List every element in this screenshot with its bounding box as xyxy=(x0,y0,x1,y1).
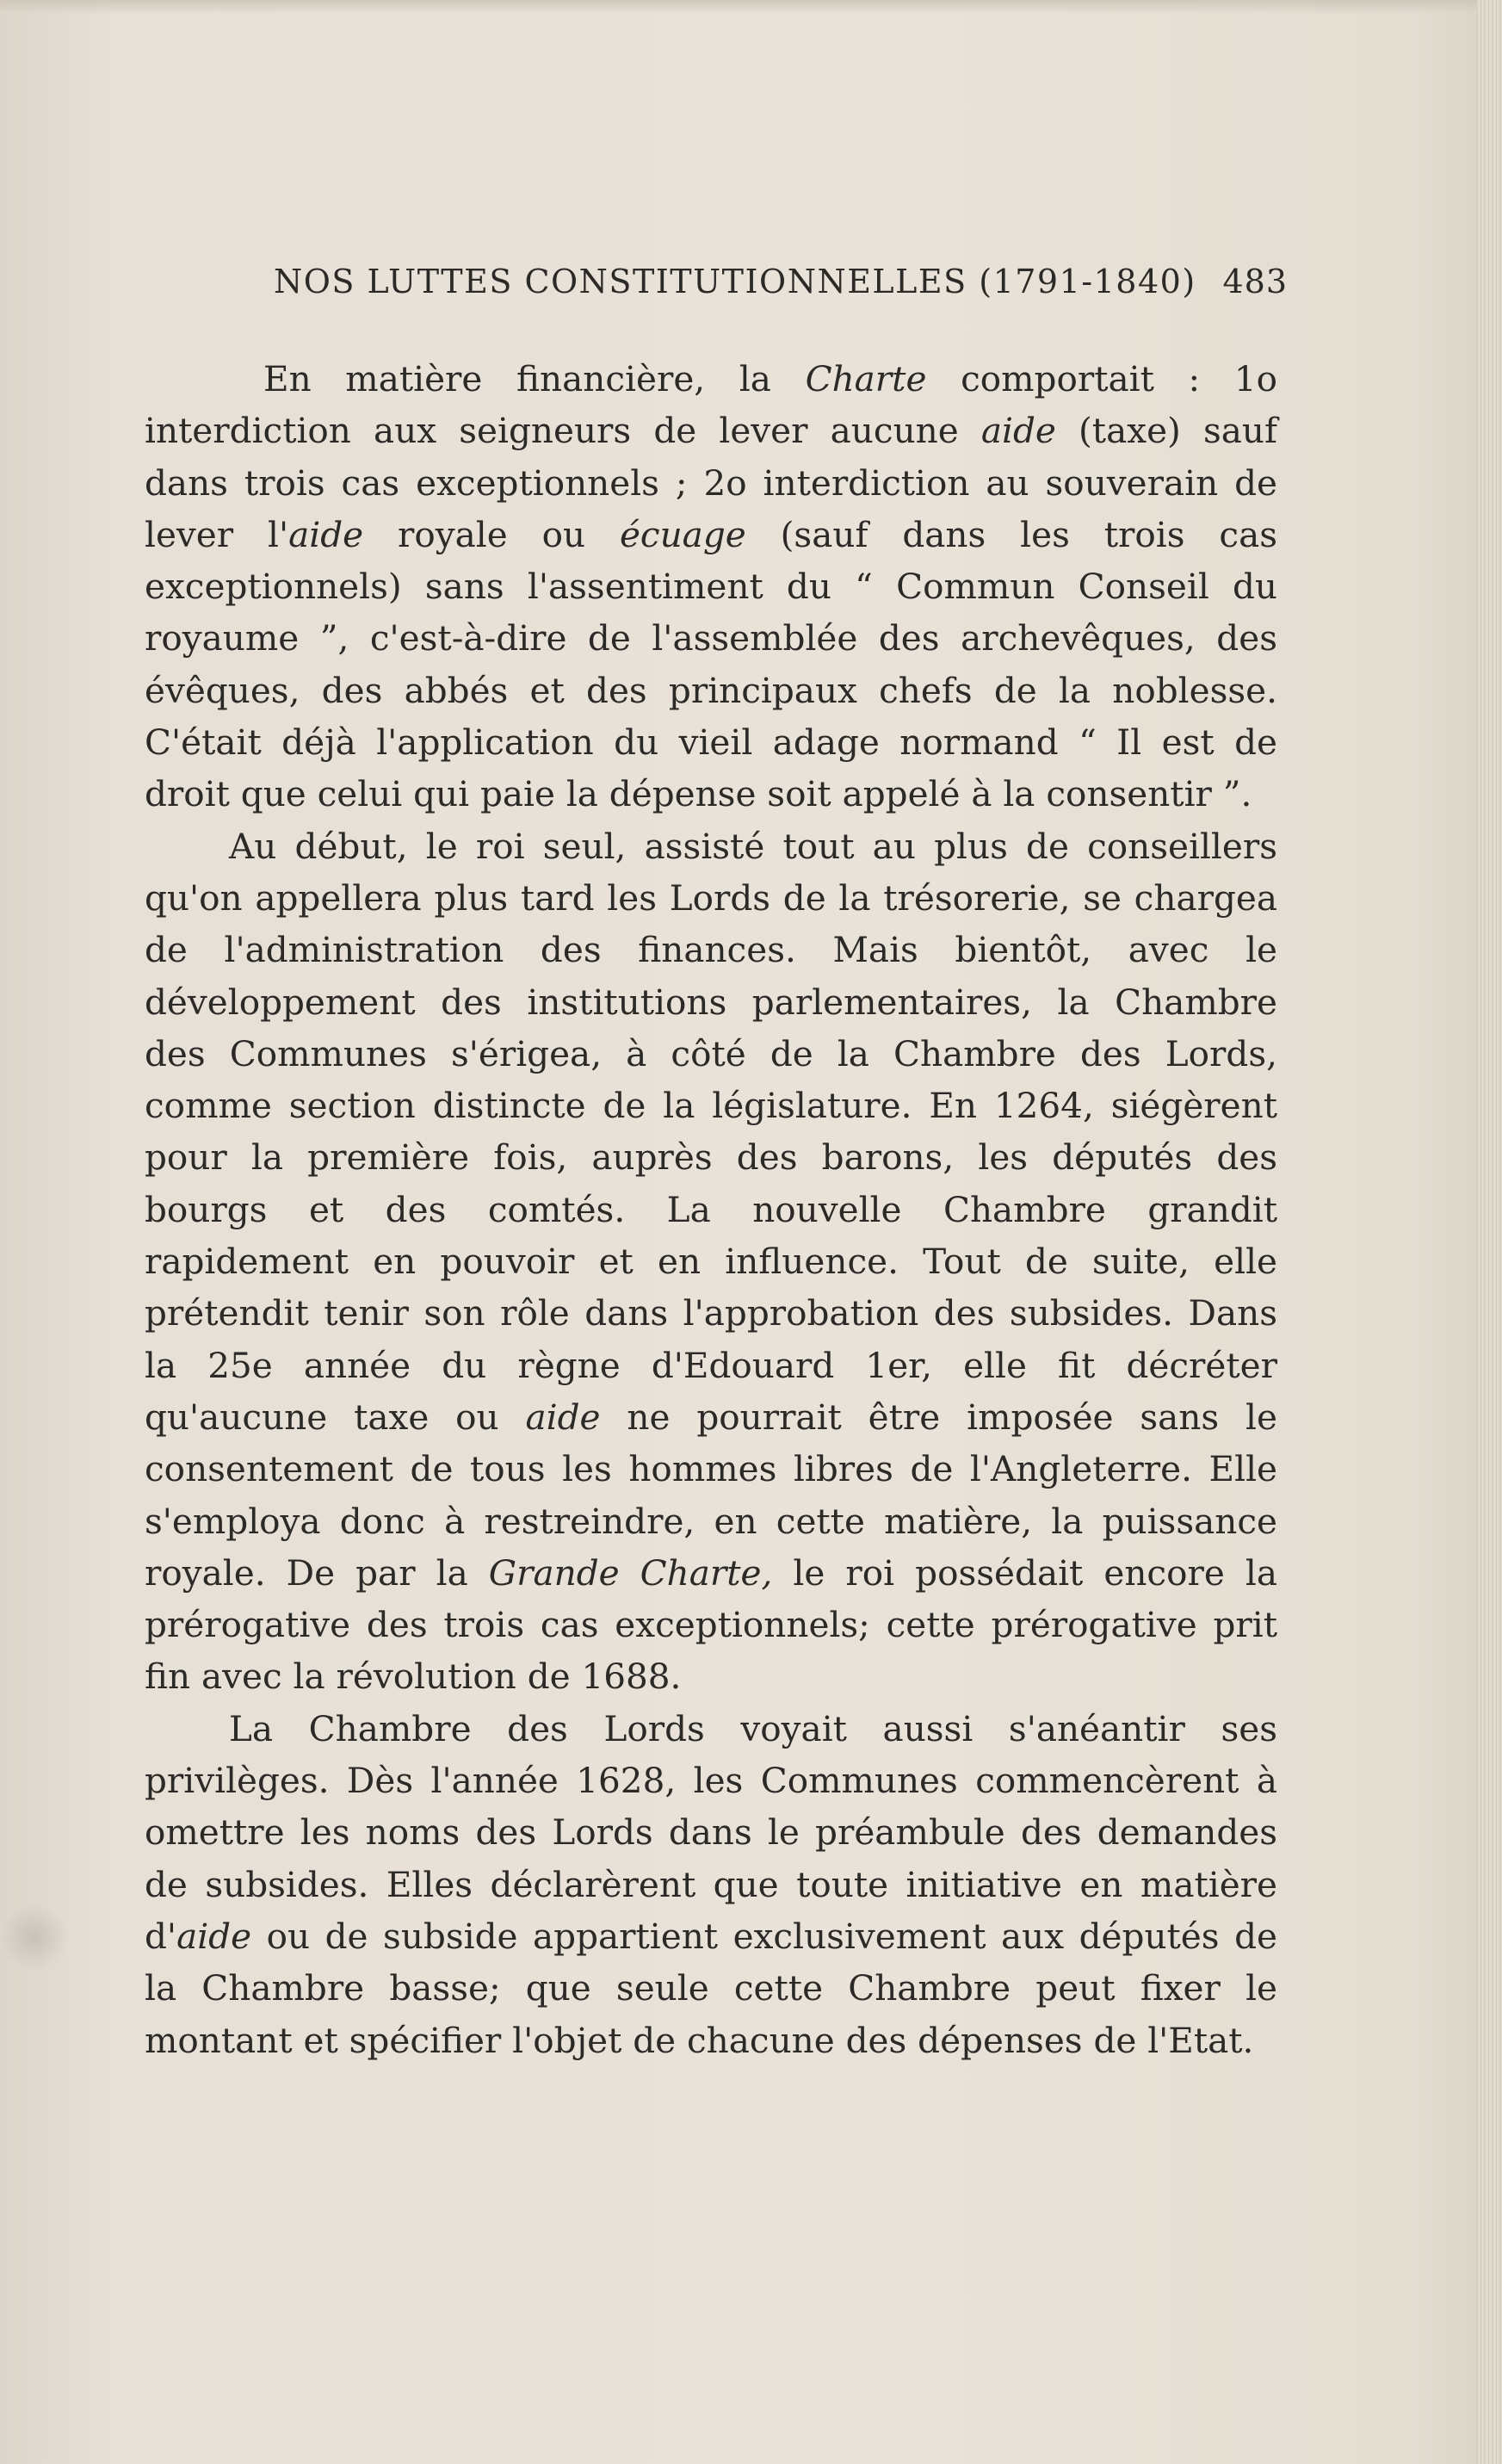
text-run: Au début, le roi seul, assisté tout au plus de conseillers qu'on appellera plus tard les Lords de la trésorerie, se chargea de l'administration des finances. Mais bientôt, avec le développement des institutions parlementaires, la Chambre des Communes s'érigea, à côté de la Chambre des Lords, comme section distincte de la législature. En 1264, siégèrent pour la première fois, auprès des barons, les députés des bourgs et des comtés. La nouvelle Chambre grandit rapidement en pouvoir et en influence. Tout de suite, elle prétendit tenir son rôle dans l'approbation des subsides. Dans la 25e année du règne d'Edouard 1er, elle fit décréter qu'aucune taxe ou xyxy=(145,825,1277,1438)
text-run: (sauf dans les trois cas exceptionnels) sans l'assentiment du “ Commun Conseil du royaume ”, c'est-à-dire de l'assemblée des archevêques, des évêques, des abbés et des principaux chefs de la noblesse. C'était déjà l'application du vieil adage normand “ Il est de droit que celui qui paie la dépense soit appelé à la consentir ”. xyxy=(145,513,1278,815)
running-header xyxy=(274,263,1288,306)
italic-text: aide xyxy=(288,513,364,555)
text-run: royale ou xyxy=(363,513,620,555)
text-run: comportait : 1o interdiction aux seigneurs de lever aucune xyxy=(145,358,1277,452)
italic-text: aide xyxy=(980,410,1056,452)
text-run: ou de subside appartient exclusivement aux députés de la Chambre basse; que seule cette Chambre peut fixer le montant et spécifier l'objet de chacune des dépenses de l'Etat. xyxy=(145,1915,1277,2061)
italic-text: écuage xyxy=(619,513,746,555)
italic-text: aide xyxy=(176,1915,252,1957)
paragraph xyxy=(145,1703,1277,2066)
running-title: NOS LUTTES CONSTITUTIONNELLES (1791-1840) xyxy=(274,263,1196,300)
italic-text: Grande Charte, xyxy=(488,1551,773,1594)
page-number: 483 xyxy=(1222,263,1288,300)
text-run: le roi possédait encore la prérogative des trois cas exceptionnels; cette prérogative prit fin avec la révolution de 1688. xyxy=(145,1551,1277,1698)
italic-text: Charte xyxy=(805,358,927,399)
text-run: (taxe) sauf dans trois cas exceptionnels ; 2o interdiction au souverain de lever l' xyxy=(145,410,1277,555)
page-top-shadow xyxy=(0,0,1502,14)
italic-text: aide xyxy=(525,1396,601,1438)
body-text xyxy=(145,353,1277,2066)
paragraph xyxy=(145,820,1277,1703)
paragraph xyxy=(145,353,1277,820)
text-run: En matière financière, la xyxy=(263,358,806,399)
page-edge xyxy=(1476,0,1502,2464)
text-run: ne pourrait être imposée sans le consentement de tous les hommes libres de l'Angleterre. Elle s'employa donc à restreindre, en cette matière, la puissance royale. De par la xyxy=(145,1396,1277,1594)
paper-stain xyxy=(0,1903,69,1972)
text-run: La Chambre des Lords voyait aussi s'anéantir ses privilèges. Dès l'année 1628, les Communes commencèrent à omettre les noms des Lords dans le préambule des demandes de subsides. Elles déclarèrent que toute initiative en matière d' xyxy=(145,1707,1277,1957)
